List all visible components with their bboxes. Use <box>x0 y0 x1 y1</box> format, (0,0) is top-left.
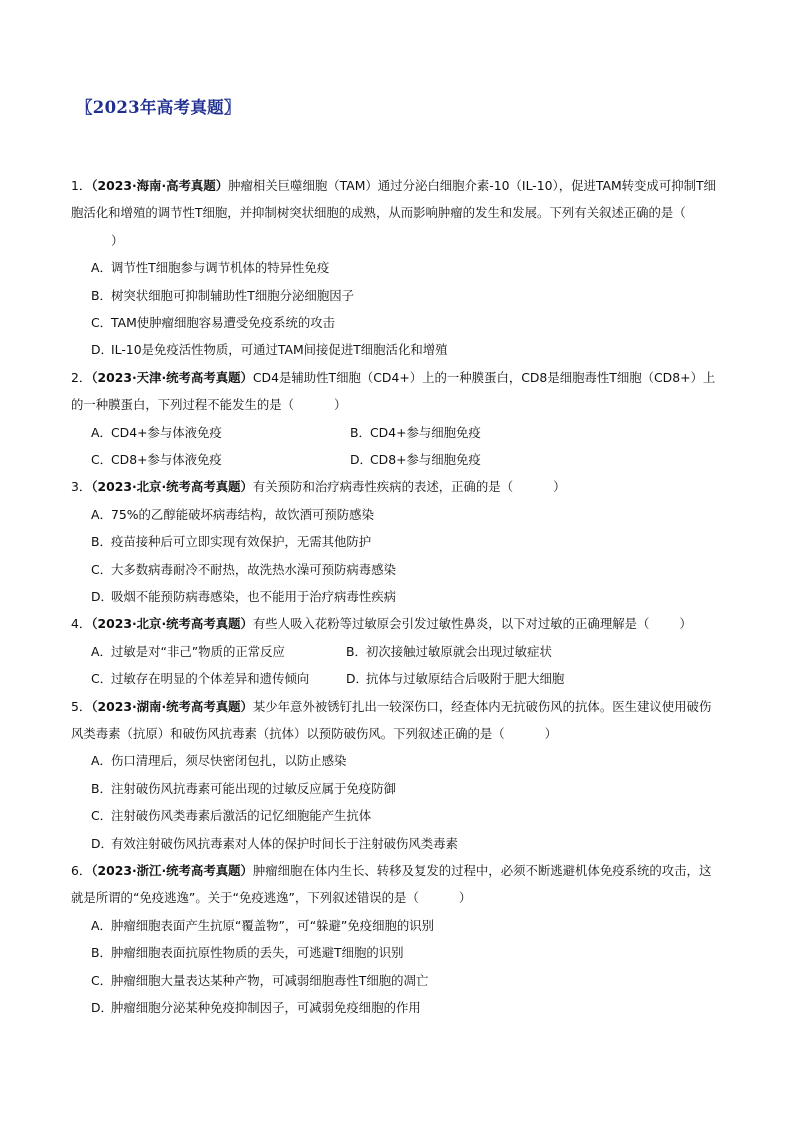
question-1 <box>0 172 794 364</box>
option-text: 75%的乙醇能破坏病毒结构，故饮酒可预防感染 <box>111 506 374 522</box>
option-b[interactable] <box>91 775 794 802</box>
option-letter: B． <box>91 780 112 796</box>
option-letter: C． <box>91 671 113 687</box>
question-stem <box>0 473 723 500</box>
option-letter: B． <box>91 534 112 550</box>
question-source: （2023·北京·统考高考真题） <box>91 616 253 632</box>
option-c[interactable] <box>91 665 346 692</box>
option-letter: B． <box>346 643 367 659</box>
option-d[interactable] <box>346 665 601 692</box>
option-c[interactable] <box>91 309 794 336</box>
question-source: （2023·浙江·统考高考真题） <box>91 862 253 878</box>
option-letter: A． <box>91 260 112 276</box>
option-a[interactable] <box>91 254 794 281</box>
option-letter: A． <box>91 753 112 769</box>
option-text: CD4+参与体液免疫 <box>111 424 222 440</box>
option-row <box>91 665 794 692</box>
option-b[interactable] <box>91 939 794 966</box>
question-3 <box>0 473 794 610</box>
option-d[interactable] <box>350 446 609 473</box>
question-text: 肿瘤相关巨噬细胞（TAM）通过分泌白细胞介素-10（IL-10），促进TAM转变成可抑制T细胞活化和增殖的调节性T细胞，并抑制树突状细胞的成熟，从而影响肿瘤的发生和发展。下列有关叙述正确的是（ <box>71 178 716 221</box>
option-text: 注射破伤风类毒素后激活的记忆细胞能产生抗体 <box>111 808 372 824</box>
option-b[interactable] <box>91 282 794 309</box>
option-b[interactable] <box>346 638 601 665</box>
option-text: 过敏存在明显的个体差异和遗传倾向 <box>111 671 310 687</box>
question-number: 5． <box>71 698 92 714</box>
option-letter: D． <box>346 671 368 687</box>
question-stem <box>0 693 723 748</box>
option-text: 注射破伤风抗毒素可能出现的过敏反应属于免疫防御 <box>111 780 396 796</box>
question-text-end: ） <box>544 725 558 741</box>
option-d[interactable] <box>91 830 794 857</box>
option-letter: D． <box>350 451 372 467</box>
option-text: 过敏是对“非己”物质的正常反应 <box>111 643 285 659</box>
question-number: 4． <box>71 616 92 632</box>
question-number: 1． <box>71 178 92 193</box>
question-text-end: ） <box>458 890 472 906</box>
option-b[interactable] <box>350 419 609 446</box>
option-text: 初次接触过敏原就会出现过敏症状 <box>366 643 552 659</box>
option-c[interactable] <box>91 446 350 473</box>
option-text: 肿瘤细胞表面抗原性物质的丢失，可逃避T细胞的识别 <box>111 945 404 961</box>
option-c[interactable] <box>91 967 794 994</box>
option-text: TAM使肿瘤细胞容易遭受免疫系统的攻击 <box>111 315 336 330</box>
option-list <box>0 638 794 693</box>
option-letter: A． <box>91 506 112 522</box>
question-text: 有些人吸入花粉等过敏原会引发过敏性鼻炎，以下对过敏的正确理解是（ <box>252 616 650 632</box>
question-text: 有关预防和治疗病毒性疾病的表述，正确的是（ <box>252 479 514 495</box>
question-text-end: ） <box>334 397 347 413</box>
option-a[interactable] <box>91 912 794 939</box>
option-list <box>0 254 794 364</box>
option-text: 树突状细胞可抑制辅助性T细胞分泌细胞因子 <box>111 287 354 303</box>
option-letter: C． <box>91 972 113 988</box>
option-list <box>0 419 794 474</box>
question-text-end: ） <box>553 479 566 495</box>
option-c[interactable] <box>91 556 794 583</box>
option-a[interactable] <box>91 501 794 528</box>
option-text: CD8+参与细胞免疫 <box>370 451 481 467</box>
option-d[interactable] <box>91 336 794 363</box>
option-text: 抗体与过敏原结合后吸附于肥大细胞 <box>366 671 565 687</box>
option-row <box>91 446 794 473</box>
option-row <box>91 638 794 665</box>
option-letter: A． <box>91 643 112 659</box>
option-letter: B． <box>91 287 112 303</box>
option-letter: D． <box>91 588 113 604</box>
option-c[interactable] <box>91 802 794 829</box>
option-letter: D． <box>91 835 113 851</box>
question-source: （2023·北京·统考高考真题） <box>91 479 253 495</box>
option-text: IL-10是免疫活性物质，可通过TAM间接促进T细胞活化和增殖 <box>111 342 448 358</box>
question-text-end: ） <box>679 616 692 632</box>
option-text: 大多数病毒耐冷不耐热，故洗热水澡可预防病毒感染 <box>111 561 396 577</box>
question-number: 6． <box>71 862 92 878</box>
option-text: 肿瘤细胞分泌某种免疫抑制因子，可减弱免疫细胞的作用 <box>111 999 421 1015</box>
option-text: 疫苗接种后可立即实现有效保护，无需其他防护 <box>111 534 372 550</box>
option-letter: C． <box>91 315 113 330</box>
question-text: CD4是辅助性T细胞（CD4+）上的一种膜蛋白，CD8是细胞毒性T细胞（CD8+）上的一种膜蛋白，下列过程不能发生的是（ <box>71 369 716 413</box>
option-text: 伤口清理后，须尽快密闭包扎，以防止感染 <box>111 753 347 769</box>
question-stem <box>0 364 723 419</box>
option-text: 有效注射破伤风抗毒素对人体的保护时间长于注射破伤风类毒素 <box>111 835 458 851</box>
question-stem <box>0 857 723 912</box>
option-letter: C． <box>91 808 113 824</box>
question-6 <box>0 857 794 1021</box>
question-source: （2023·天津·统考高考真题） <box>91 369 253 385</box>
option-b[interactable] <box>91 528 794 555</box>
option-letter: C． <box>91 561 113 577</box>
option-letter: B． <box>91 945 112 961</box>
option-row <box>91 419 794 446</box>
option-letter: D． <box>91 999 113 1015</box>
question-number: 2． <box>71 369 92 385</box>
question-stem <box>0 172 723 254</box>
question-text: 某少年意外被锈钉扎出一较深伤口，经查体内无抗破伤风的抗体。医生建议使用破伤风类毒素（抗原）和破伤风抗毒素（抗体）以预防破伤风。下列叙述正确的是（ <box>71 698 712 741</box>
option-letter: C． <box>91 451 113 467</box>
option-a[interactable] <box>91 747 794 774</box>
question-text: 肿瘤细胞在体内生长、转移及复发的过程中，必须不断逃避机体免疫系统的攻击，这就是所谓的“免疫逃逸”。关于“免疫逃逸”，下列叙述错误的是（ <box>71 862 712 906</box>
question-number: 3． <box>71 479 92 495</box>
option-a[interactable] <box>91 638 346 665</box>
question-list <box>0 172 794 1021</box>
option-d[interactable] <box>91 583 794 610</box>
option-list <box>0 501 794 611</box>
option-text: 肿瘤细胞大量表达某种产物，可减弱细胞毒性T细胞的凋亡 <box>111 972 429 988</box>
option-text: CD8+参与体液免疫 <box>111 451 222 467</box>
option-list <box>0 912 794 1022</box>
question-stem <box>0 610 723 637</box>
question-5 <box>0 693 794 857</box>
option-letter: A． <box>91 424 112 440</box>
option-d[interactable] <box>91 994 794 1021</box>
option-text: 调节性T细胞参与调节机体的特异性免疫 <box>111 260 330 276</box>
question-text-end: ） <box>111 232 124 248</box>
option-letter: A． <box>91 917 112 933</box>
question-source: （2023·海南·高考真题） <box>91 178 229 193</box>
question-source: （2023·湖南·统考高考真题） <box>91 698 253 714</box>
option-list <box>0 747 794 857</box>
option-letter: B． <box>350 424 371 440</box>
option-text: 肿瘤细胞表面产生抗原“覆盖物”，可“躲避”免疫细胞的识别 <box>111 917 435 933</box>
option-letter: D． <box>91 342 113 358</box>
question-4 <box>0 610 794 692</box>
question-2 <box>0 364 794 474</box>
page-title: 〖2023年高考真题〗 <box>76 98 241 117</box>
option-text: CD4+参与细胞免疫 <box>370 424 481 440</box>
option-a[interactable] <box>91 419 350 446</box>
option-text: 吸烟不能预防病毒感染，也不能用于治疗病毒性疾病 <box>111 588 396 604</box>
